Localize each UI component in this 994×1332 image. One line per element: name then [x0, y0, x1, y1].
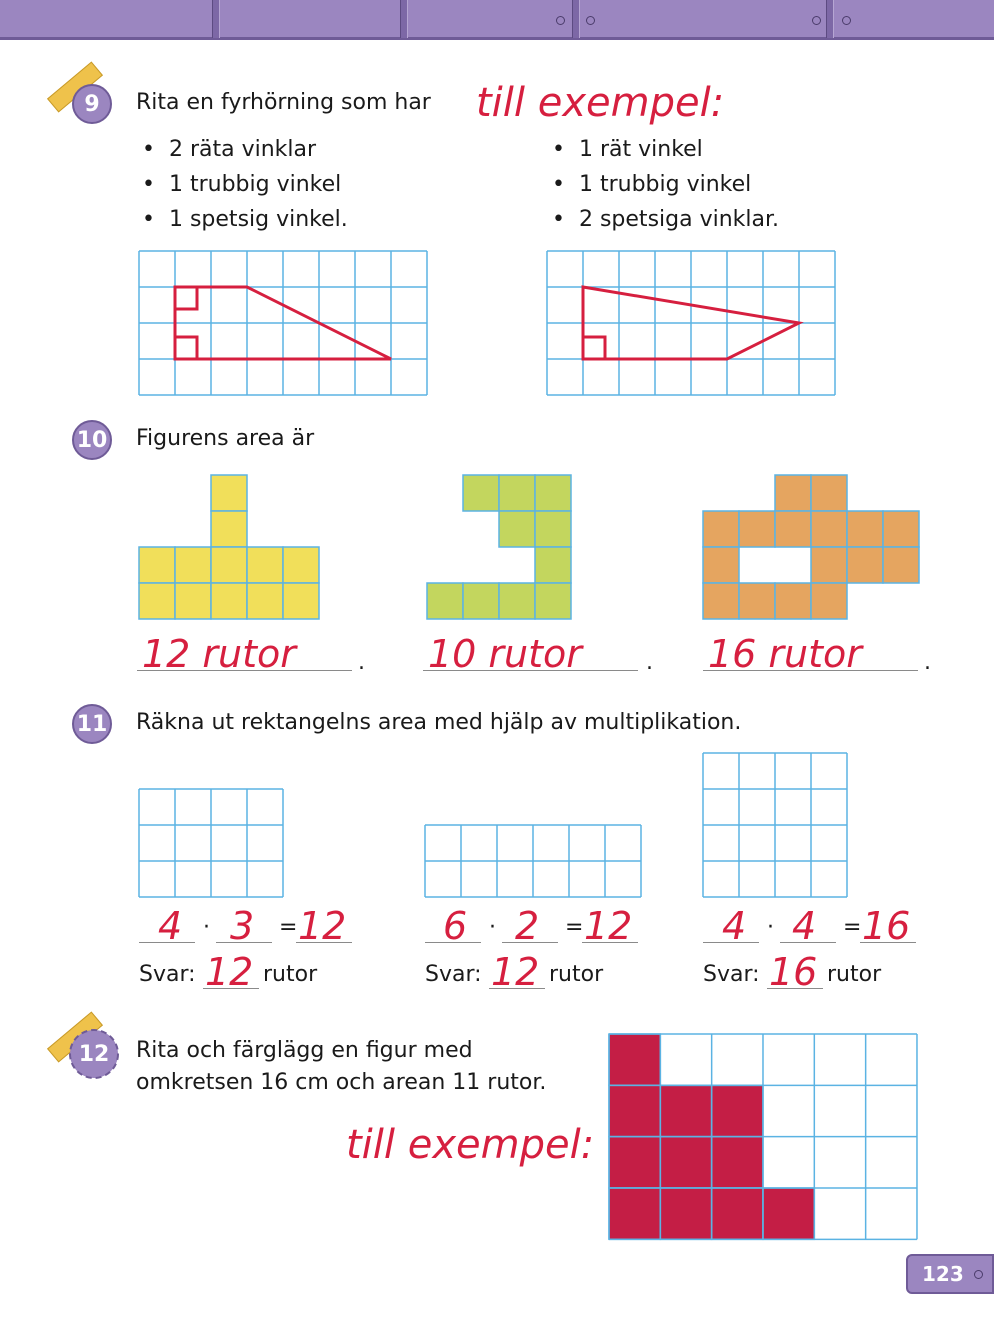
multiply-dot: ·: [489, 915, 496, 940]
screw-icon: [812, 16, 821, 25]
filled-cell: [211, 511, 247, 547]
list-item: • 1 rät vinkel: [552, 132, 779, 167]
factor-b: 2: [515, 904, 540, 948]
filled-cell: [211, 547, 247, 583]
factor-a: 4: [158, 904, 183, 948]
right-angle-mark: [583, 337, 605, 359]
screw-icon: [974, 1270, 983, 1279]
svar-label: Svar:: [703, 962, 760, 987]
binder-divider: [212, 0, 220, 38]
filled-cell: [499, 511, 535, 547]
filled-cell: [283, 547, 319, 583]
task9-grid-left: [139, 251, 427, 395]
factor-b: 3: [230, 904, 255, 948]
rectangle-grid: [139, 789, 283, 897]
task12-line2: omkretsen 16 cm och arean 11 rutor.: [136, 1070, 547, 1095]
filled-cell: [712, 1085, 763, 1136]
filled-cell: [499, 475, 535, 511]
filled-cell: [609, 1188, 660, 1239]
task9-grid-right: [547, 251, 835, 395]
filled-cell: [609, 1034, 660, 1085]
equals-sign: =: [279, 915, 298, 940]
task9-right-bullets: [552, 132, 779, 237]
task12-example-label: till exempel:: [346, 1122, 595, 1168]
filled-cell: [247, 547, 283, 583]
period: .: [646, 650, 653, 675]
unit-label: rutor: [263, 962, 318, 987]
yellow-figure: [139, 475, 319, 619]
svar-answer: 12: [205, 950, 254, 994]
equals-sign: =: [565, 915, 584, 940]
list-item: • 1 trubbig vinkel: [142, 167, 348, 202]
filled-cell: [609, 1085, 660, 1136]
svar-answer: 12: [491, 950, 540, 994]
filled-cell: [811, 583, 847, 619]
filled-cell: [660, 1085, 711, 1136]
filled-cell: [703, 511, 739, 547]
filled-cell: [847, 547, 883, 583]
filled-cell: [703, 583, 739, 619]
filled-cell: [535, 511, 571, 547]
filled-cell: [211, 475, 247, 511]
list-item: • 2 räta vinklar: [142, 132, 348, 167]
filled-cell: [139, 583, 175, 619]
task-number-badge: 12: [78, 1041, 110, 1067]
task-number-badge: 10: [72, 420, 112, 460]
screw-icon: [842, 16, 851, 25]
task10-prompt: Figurens area är: [136, 426, 315, 451]
svar-answer: 16: [769, 950, 818, 994]
period: .: [358, 650, 365, 675]
page-number: 123: [922, 1262, 964, 1286]
filled-cell: [775, 511, 811, 547]
screw-icon: [556, 16, 565, 25]
list-item: • 2 spetsiga vinklar.: [552, 202, 779, 237]
filled-cell: [535, 475, 571, 511]
filled-cell: [775, 475, 811, 511]
filled-cell: [660, 1188, 711, 1239]
page-number-tab: [906, 1254, 994, 1294]
factor-b: 4: [792, 904, 817, 948]
list-item: • 1 trubbig vinkel: [552, 167, 779, 202]
task-number-badge: 11: [72, 704, 112, 744]
list-item: • 1 spetsig vinkel.: [142, 202, 348, 237]
multiply-dot: ·: [767, 915, 774, 940]
factor-a: 6: [443, 904, 468, 948]
right-angle-mark: [175, 287, 197, 309]
product: 12: [584, 904, 633, 948]
filled-cell: [847, 511, 883, 547]
filled-cell: [427, 583, 463, 619]
filled-cell: [739, 511, 775, 547]
product: 12: [298, 904, 347, 948]
filled-cell: [739, 583, 775, 619]
filled-cell: [139, 547, 175, 583]
filled-cell: [703, 547, 739, 583]
equals-sign: =: [843, 915, 862, 940]
filled-cell: [811, 547, 847, 583]
task9-prompt: Rita en fyrhörning som har: [136, 90, 431, 115]
answer-text: 12 rutor: [142, 632, 296, 676]
filled-cell: [883, 547, 919, 583]
filled-cell: [609, 1137, 660, 1188]
rectangle-grid: [425, 825, 641, 897]
task-number-badge: 9: [72, 84, 112, 124]
binder-divider: [572, 0, 580, 38]
screw-icon: [586, 16, 595, 25]
svar-label: Svar:: [139, 962, 196, 987]
binder-divider: [400, 0, 408, 38]
filled-cell: [499, 583, 535, 619]
filled-cell: [712, 1188, 763, 1239]
filled-cell: [712, 1137, 763, 1188]
answer-text: 16 rutor: [708, 632, 862, 676]
filled-cell: [175, 583, 211, 619]
task12-line1: Rita och färglägg en figur med: [136, 1038, 473, 1063]
filled-cell: [247, 583, 283, 619]
svar-label: Svar:: [425, 962, 482, 987]
filled-cell: [811, 475, 847, 511]
green-figure: [427, 475, 571, 619]
header-bar: [0, 0, 994, 40]
binder-divider: [826, 0, 834, 38]
task9-left-bullets: [142, 132, 348, 237]
filled-cell: [283, 583, 319, 619]
task9-example-label: till exempel:: [476, 80, 725, 126]
task12-figure-grid: [609, 1034, 917, 1240]
factor-a: 4: [722, 904, 747, 948]
answer-text: 10 rutor: [428, 632, 582, 676]
unit-label: rutor: [549, 962, 604, 987]
filled-cell: [463, 583, 499, 619]
task11-prompt: Räkna ut rektangelns area med hjälp av multiplikation.: [136, 710, 742, 735]
filled-cell: [775, 583, 811, 619]
filled-cell: [211, 583, 247, 619]
filled-cell: [175, 547, 211, 583]
filled-cell: [763, 1188, 814, 1239]
filled-cell: [660, 1137, 711, 1188]
right-angle-mark: [175, 337, 197, 359]
filled-cell: [883, 511, 919, 547]
unit-label: rutor: [827, 962, 882, 987]
product: 16: [862, 904, 911, 948]
rectangle-grid: [703, 753, 847, 897]
filled-cell: [463, 475, 499, 511]
multiply-dot: ·: [203, 915, 210, 940]
filled-cell: [535, 547, 571, 583]
filled-cell: [811, 511, 847, 547]
period: .: [924, 650, 931, 675]
orange-figure: [703, 475, 919, 619]
filled-cell: [535, 583, 571, 619]
